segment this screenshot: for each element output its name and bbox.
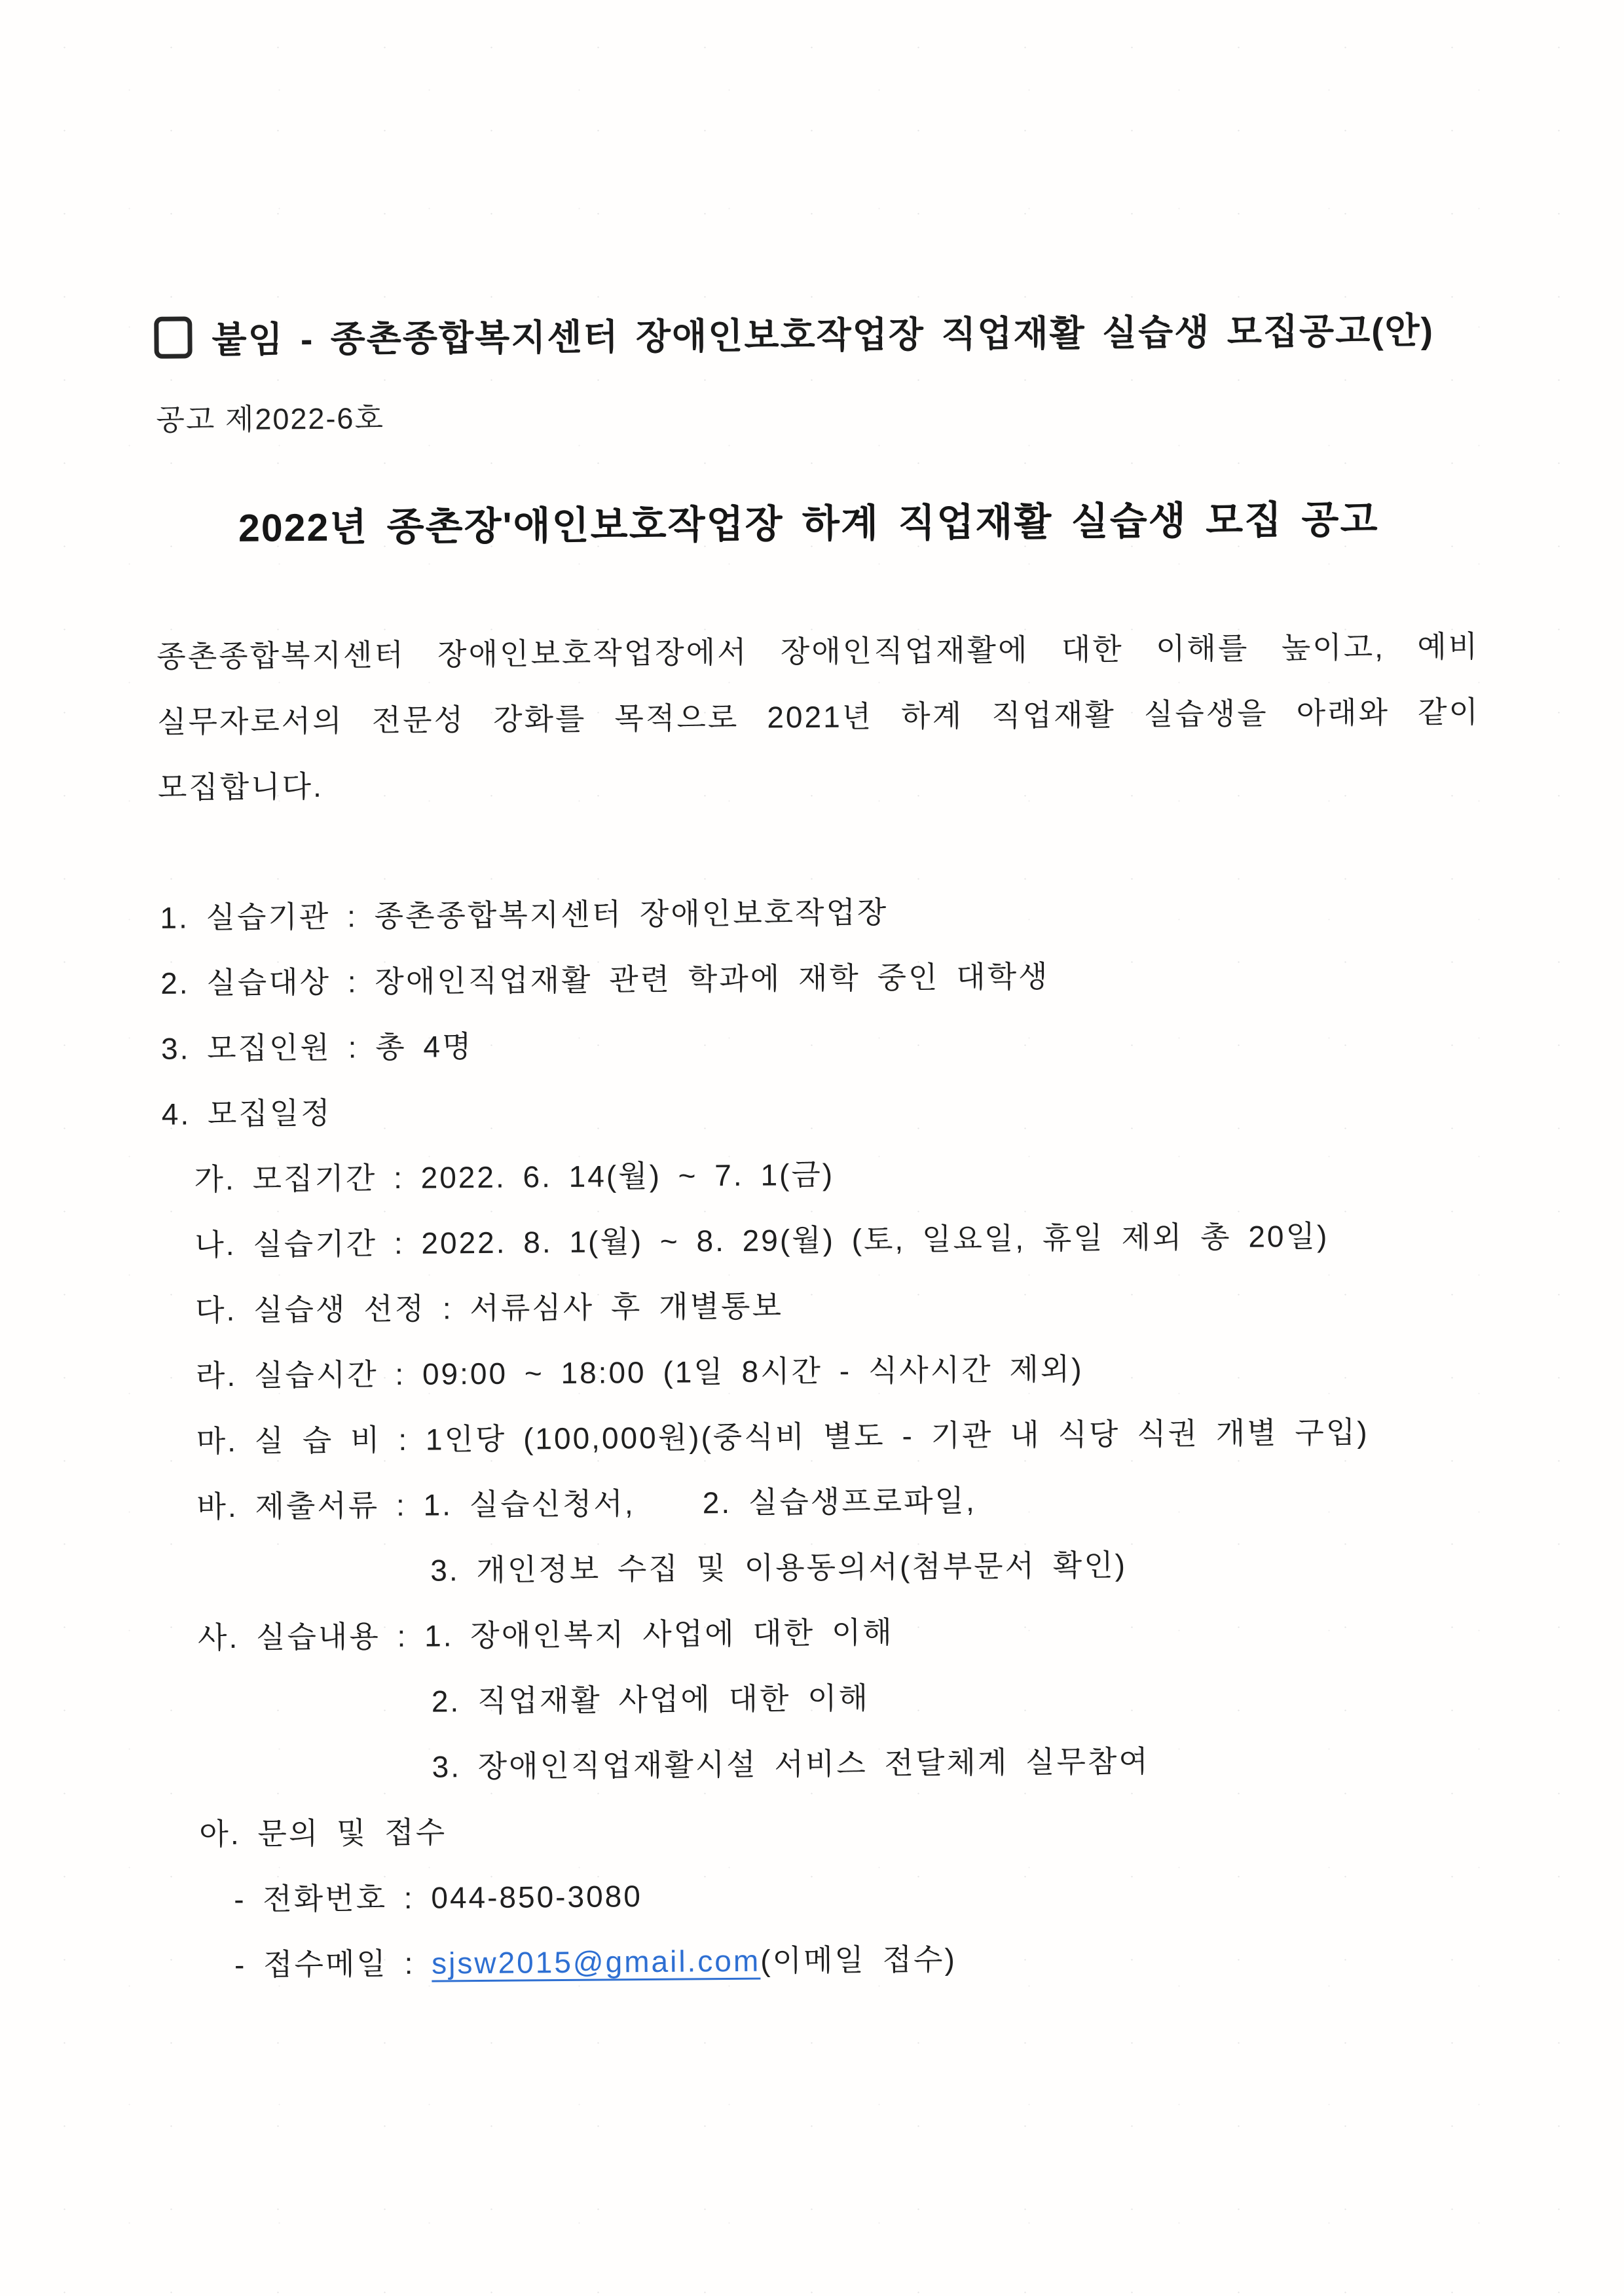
intro-line: 실무자로서의 전문성 강화를 목적으로 2021년 하계 직업재활 실습생을 아래와 같이 <box>157 694 1481 739</box>
page-title: 2022년 종촌장'애인보호작업장 하계 직업재활 실습생 모집 공고 <box>238 498 1379 550</box>
line-practice-hours: 라. 실습시간 : 09:00 ~ 18:00 (1일 8시간 - 식사시간 제외) <box>195 1351 1084 1393</box>
line-contents-3: 3. 장애인직업재활시설 서비스 전달체계 실무참여 <box>432 1743 1150 1784</box>
checkbox-icon <box>154 316 193 358</box>
attachment-header <box>154 302 1434 363</box>
line-institution: 1. 실습기관 : 종촌종합복지센터 장애인보호작업장 <box>160 895 889 935</box>
email-label: - 접수메일 : <box>234 1946 432 1982</box>
intro-paragraph <box>157 613 1481 820</box>
line-email <box>234 1939 1624 1980</box>
line-inquiry-heading: 아. 문의 및 접수 <box>199 1815 447 1851</box>
line-contents-2: 2. 직업재활 사업에 대한 이해 <box>431 1681 870 1719</box>
line-headcount: 3. 모집인원 : 총 4명 <box>160 1029 473 1066</box>
line-phone: - 전화번호 : 044-850-3080 <box>233 1879 643 1916</box>
intro-line: 종촌종합복지센터 장애인보호작업장에서 장애인직업재활에 대한 이해를 높이고, 예비 <box>157 629 1480 674</box>
line-schedule-heading: 4. 모집일정 <box>161 1095 332 1131</box>
line-recruit-period: 가. 모집기간 : 2022. 6. 14(월) ~ 7. 1(금) <box>194 1157 835 1197</box>
body-lines <box>0 891 1624 2016</box>
line-target: 2. 실습대상 : 장애인직업재활 관련 학과에 재학 중인 대학생 <box>160 959 1050 1000</box>
line-documents: 바. 제출서류 : 1. 실습신청서, 2. 실습생프로파일, <box>196 1484 976 1524</box>
intro-line: 모집합니다. <box>157 769 324 805</box>
line-contents: 사. 실습내용 : 1. 장애인복지 사업에 대한 이해 <box>197 1615 895 1655</box>
line-practice-period: 나. 실습기간 : 2022. 8. 1(월) ~ 8. 29(월) (토, 일요일, 휴일 제외 총 20일) <box>194 1218 1329 1262</box>
email-link[interactable]: sjsw2015@gmail.com <box>431 1943 761 1980</box>
line-documents-cont: 3. 개인정보 수집 및 이용동의서(첨부문서 확인) <box>430 1548 1128 1588</box>
attachment-header-text: 붙임 - 종촌종합복지센터 장애인보호작업장 직업재활 실습생 모집공고(안) <box>212 310 1435 361</box>
line-selection: 다. 실습생 선정 : 서류심사 후 개별통보 <box>194 1288 784 1328</box>
line-fee: 마. 실 습 비 : 1인당 (100,000원)(중식비 별도 - 기관 내 식당 식권 개별 구입) <box>196 1415 1369 1459</box>
email-suffix: (이메일 접수) <box>760 1942 957 1978</box>
doc-number: 공고 제2022-6호 <box>156 401 385 437</box>
